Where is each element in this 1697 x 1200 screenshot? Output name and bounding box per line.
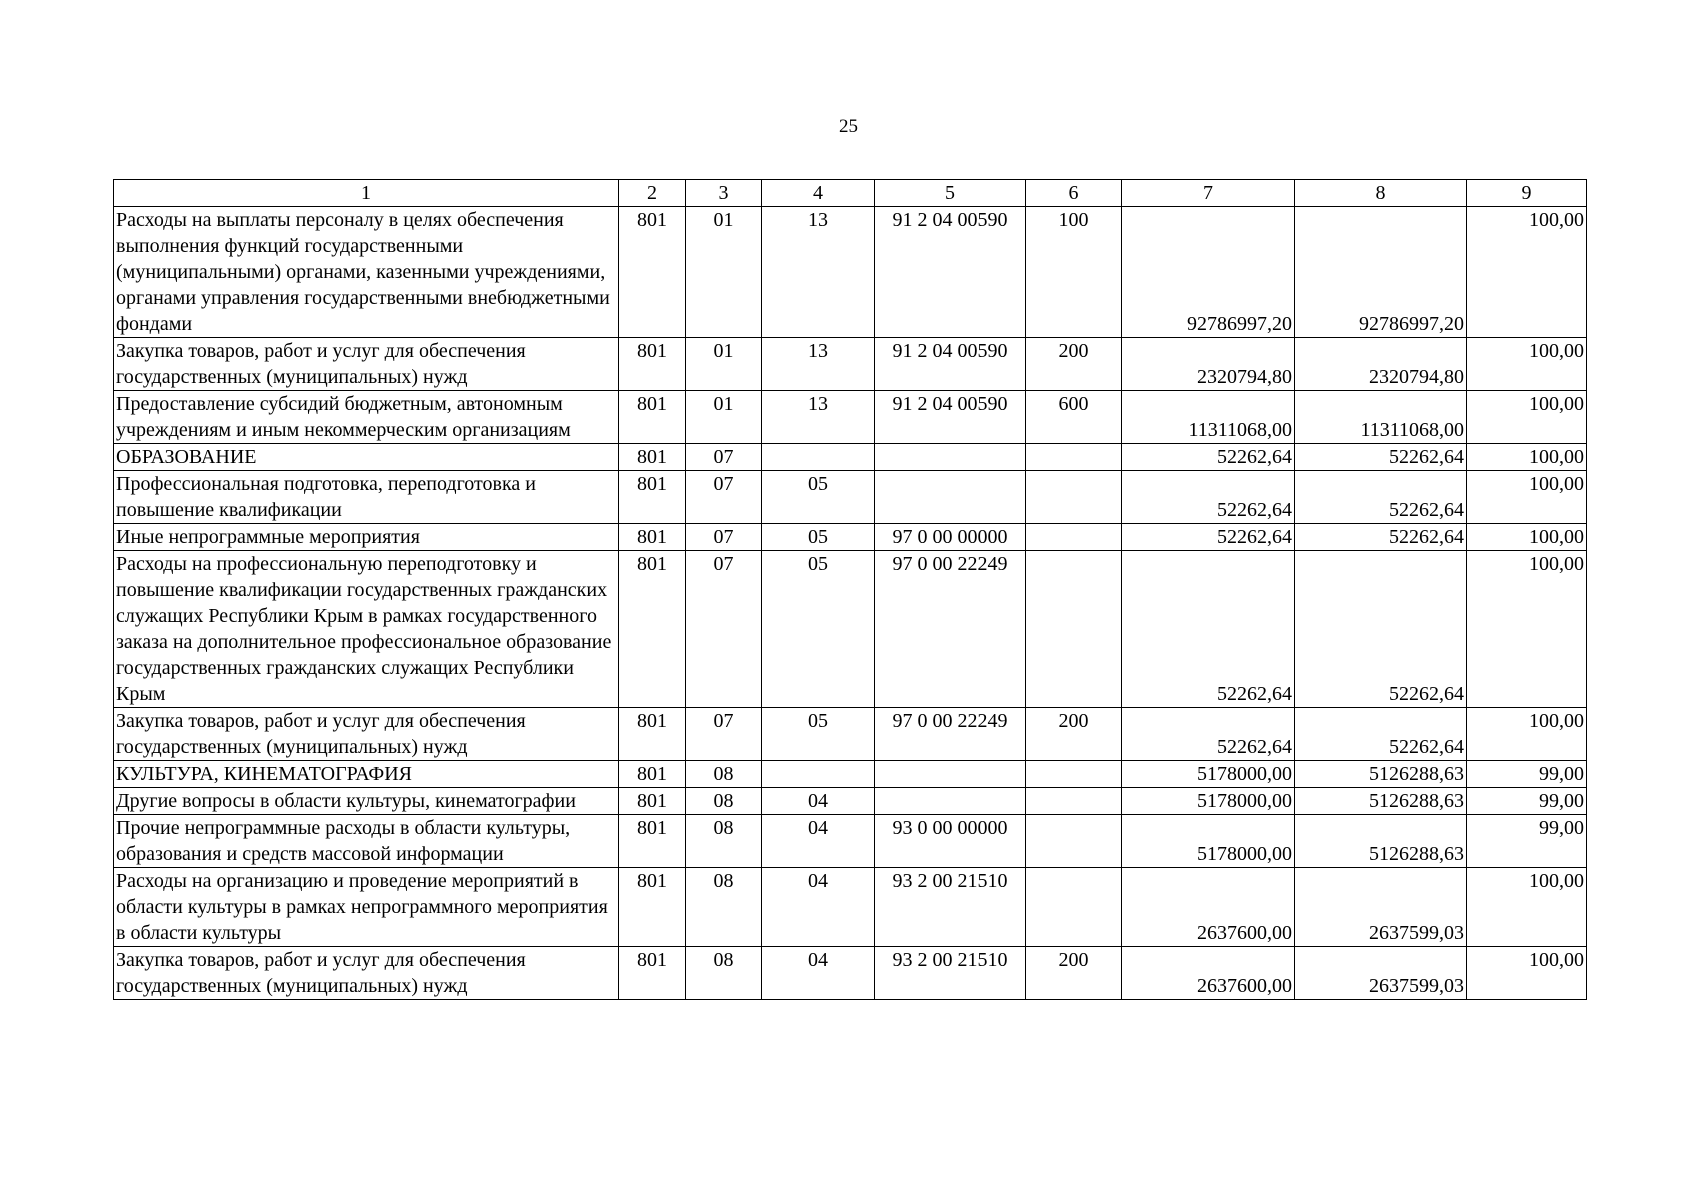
page-number: 25 bbox=[839, 116, 858, 137]
target-article-code: 91 2 04 00590 bbox=[875, 391, 1026, 444]
subsection-code: 04 bbox=[762, 788, 875, 815]
expense-type-code bbox=[1026, 471, 1122, 524]
section-code: 01 bbox=[686, 391, 762, 444]
department-code: 801 bbox=[619, 708, 686, 761]
target-article-code bbox=[875, 471, 1026, 524]
expense-type-code bbox=[1026, 868, 1122, 947]
execution-percent: 100,00 bbox=[1467, 391, 1587, 444]
department-code: 801 bbox=[619, 551, 686, 708]
execution-percent: 100,00 bbox=[1467, 471, 1587, 524]
execution-percent: 100,00 bbox=[1467, 947, 1587, 1000]
execution-percent: 100,00 bbox=[1467, 524, 1587, 551]
execution-percent: 99,00 bbox=[1467, 761, 1587, 788]
planned-amount: 5178000,00 bbox=[1122, 815, 1295, 868]
table-row bbox=[114, 444, 1587, 471]
executed-amount: 2320794,80 bbox=[1295, 338, 1467, 391]
table-row bbox=[114, 551, 1587, 708]
target-article-code: 93 0 00 00000 bbox=[875, 815, 1026, 868]
target-article-code: 97 0 00 22249 bbox=[875, 708, 1026, 761]
planned-amount: 52262,64 bbox=[1122, 708, 1295, 761]
column-header: 1 bbox=[114, 180, 619, 207]
expense-name: Иные непрограммные мероприятия bbox=[114, 524, 619, 551]
expense-name: ОБРАЗОВАНИЕ bbox=[114, 444, 619, 471]
column-header: 4 bbox=[762, 180, 875, 207]
subsection-code: 05 bbox=[762, 471, 875, 524]
subsection-code: 04 bbox=[762, 947, 875, 1000]
department-code: 801 bbox=[619, 947, 686, 1000]
section-code: 08 bbox=[686, 788, 762, 815]
department-code: 801 bbox=[619, 815, 686, 868]
executed-amount: 5126288,63 bbox=[1295, 788, 1467, 815]
section-code: 01 bbox=[686, 207, 762, 338]
table-row bbox=[114, 815, 1587, 868]
execution-percent: 100,00 bbox=[1467, 708, 1587, 761]
section-code: 07 bbox=[686, 471, 762, 524]
table-row bbox=[114, 708, 1587, 761]
expense-name: Расходы на организацию и проведение мероприятий в области культуры в рамках непрограммного мероприятия в области культуры bbox=[114, 868, 619, 947]
subsection-code: 05 bbox=[762, 551, 875, 708]
expense-name: Закупка товаров, работ и услуг для обеспечения государственных (муниципальных) нужд bbox=[114, 338, 619, 391]
subsection-code bbox=[762, 444, 875, 471]
execution-percent: 100,00 bbox=[1467, 207, 1587, 338]
expense-type-code bbox=[1026, 761, 1122, 788]
executed-amount: 52262,64 bbox=[1295, 471, 1467, 524]
subsection-code: 05 bbox=[762, 708, 875, 761]
target-article-code: 97 0 00 22249 bbox=[875, 551, 1026, 708]
target-article-code bbox=[875, 761, 1026, 788]
table-row bbox=[114, 391, 1587, 444]
section-code: 01 bbox=[686, 338, 762, 391]
execution-percent: 99,00 bbox=[1467, 815, 1587, 868]
section-code: 08 bbox=[686, 868, 762, 947]
table-row bbox=[114, 207, 1587, 338]
planned-amount: 52262,64 bbox=[1122, 471, 1295, 524]
section-code: 08 bbox=[686, 947, 762, 1000]
section-code: 07 bbox=[686, 551, 762, 708]
expense-type-code: 100 bbox=[1026, 207, 1122, 338]
planned-amount: 52262,64 bbox=[1122, 551, 1295, 708]
executed-amount: 2637599,03 bbox=[1295, 868, 1467, 947]
executed-amount: 11311068,00 bbox=[1295, 391, 1467, 444]
table-row bbox=[114, 868, 1587, 947]
executed-amount: 52262,64 bbox=[1295, 551, 1467, 708]
executed-amount: 5126288,63 bbox=[1295, 761, 1467, 788]
department-code: 801 bbox=[619, 868, 686, 947]
expense-name: Профессиональная подготовка, переподготовка и повышение квалификации bbox=[114, 471, 619, 524]
expense-name: Другие вопросы в области культуры, кинематографии bbox=[114, 788, 619, 815]
planned-amount: 5178000,00 bbox=[1122, 761, 1295, 788]
expense-name: Закупка товаров, работ и услуг для обеспечения государственных (муниципальных) нужд bbox=[114, 947, 619, 1000]
expense-name: Прочие непрограммные расходы в области культуры, образования и средств массовой информации bbox=[114, 815, 619, 868]
table-row bbox=[114, 338, 1587, 391]
department-code: 801 bbox=[619, 338, 686, 391]
subsection-code: 04 bbox=[762, 868, 875, 947]
department-code: 801 bbox=[619, 207, 686, 338]
target-article-code: 93 2 00 21510 bbox=[875, 947, 1026, 1000]
subsection-code: 04 bbox=[762, 815, 875, 868]
executed-amount: 52262,64 bbox=[1295, 444, 1467, 471]
subsection-code bbox=[762, 761, 875, 788]
expense-type-code: 200 bbox=[1026, 708, 1122, 761]
expense-name: Закупка товаров, работ и услуг для обеспечения государственных (муниципальных) нужд bbox=[114, 708, 619, 761]
execution-percent: 100,00 bbox=[1467, 338, 1587, 391]
expense-type-code bbox=[1026, 524, 1122, 551]
department-code: 801 bbox=[619, 788, 686, 815]
table-row bbox=[114, 471, 1587, 524]
department-code: 801 bbox=[619, 391, 686, 444]
executed-amount: 52262,64 bbox=[1295, 708, 1467, 761]
table-row bbox=[114, 947, 1587, 1000]
department-code: 801 bbox=[619, 761, 686, 788]
planned-amount: 11311068,00 bbox=[1122, 391, 1295, 444]
section-code: 07 bbox=[686, 524, 762, 551]
execution-percent: 99,00 bbox=[1467, 788, 1587, 815]
execution-percent: 100,00 bbox=[1467, 551, 1587, 708]
department-code: 801 bbox=[619, 471, 686, 524]
planned-amount: 2320794,80 bbox=[1122, 338, 1295, 391]
column-header: 3 bbox=[686, 180, 762, 207]
expense-type-code bbox=[1026, 815, 1122, 868]
expense-name: Предоставление субсидий бюджетным, автономным учреждениям и иным некоммерческим организациям bbox=[114, 391, 619, 444]
department-code: 801 bbox=[619, 524, 686, 551]
subsection-code: 05 bbox=[762, 524, 875, 551]
planned-amount: 92786997,20 bbox=[1122, 207, 1295, 338]
expense-type-code: 600 bbox=[1026, 391, 1122, 444]
expense-name: Расходы на выплаты персоналу в целях обеспечения выполнения функций государственными (муниципальными) органами, казенными учреждениями, органами управления государственными внебюджетными фондами bbox=[114, 207, 619, 338]
subsection-code: 13 bbox=[762, 207, 875, 338]
table-row bbox=[114, 524, 1587, 551]
executed-amount: 2637599,03 bbox=[1295, 947, 1467, 1000]
planned-amount: 5178000,00 bbox=[1122, 788, 1295, 815]
execution-percent: 100,00 bbox=[1467, 868, 1587, 947]
table-row bbox=[114, 761, 1587, 788]
column-header: 7 bbox=[1122, 180, 1295, 207]
target-article-code bbox=[875, 444, 1026, 471]
expense-name: КУЛЬТУРА, КИНЕМАТОГРАФИЯ bbox=[114, 761, 619, 788]
planned-amount: 2637600,00 bbox=[1122, 868, 1295, 947]
header-row bbox=[114, 180, 1587, 207]
table-row bbox=[114, 788, 1587, 815]
column-header: 5 bbox=[875, 180, 1026, 207]
column-header: 9 bbox=[1467, 180, 1587, 207]
expense-type-code: 200 bbox=[1026, 338, 1122, 391]
expense-type-code bbox=[1026, 788, 1122, 815]
department-code: 801 bbox=[619, 444, 686, 471]
target-article-code: 91 2 04 00590 bbox=[875, 338, 1026, 391]
section-code: 07 bbox=[686, 444, 762, 471]
target-article-code: 97 0 00 00000 bbox=[875, 524, 1026, 551]
subsection-code: 13 bbox=[762, 338, 875, 391]
section-code: 08 bbox=[686, 815, 762, 868]
executed-amount: 92786997,20 bbox=[1295, 207, 1467, 338]
column-header: 6 bbox=[1026, 180, 1122, 207]
executed-amount: 5126288,63 bbox=[1295, 815, 1467, 868]
column-header: 8 bbox=[1295, 180, 1467, 207]
target-article-code bbox=[875, 788, 1026, 815]
target-article-code: 93 2 00 21510 bbox=[875, 868, 1026, 947]
expense-name: Расходы на профессиональную переподготовку и повышение квалификации государственных гражданских служащих Республики Крым в рамках государственного заказа на дополнительное профессиональное образование государственных гражданских служащих Республики Крым bbox=[114, 551, 619, 708]
budget-table bbox=[113, 179, 1587, 1000]
expense-type-code bbox=[1026, 551, 1122, 708]
expense-type-code bbox=[1026, 444, 1122, 471]
target-article-code: 91 2 04 00590 bbox=[875, 207, 1026, 338]
execution-percent: 100,00 bbox=[1467, 444, 1587, 471]
section-code: 08 bbox=[686, 761, 762, 788]
planned-amount: 2637600,00 bbox=[1122, 947, 1295, 1000]
section-code: 07 bbox=[686, 708, 762, 761]
planned-amount: 52262,64 bbox=[1122, 524, 1295, 551]
column-header: 2 bbox=[619, 180, 686, 207]
planned-amount: 52262,64 bbox=[1122, 444, 1295, 471]
expense-type-code: 200 bbox=[1026, 947, 1122, 1000]
executed-amount: 52262,64 bbox=[1295, 524, 1467, 551]
subsection-code: 13 bbox=[762, 391, 875, 444]
